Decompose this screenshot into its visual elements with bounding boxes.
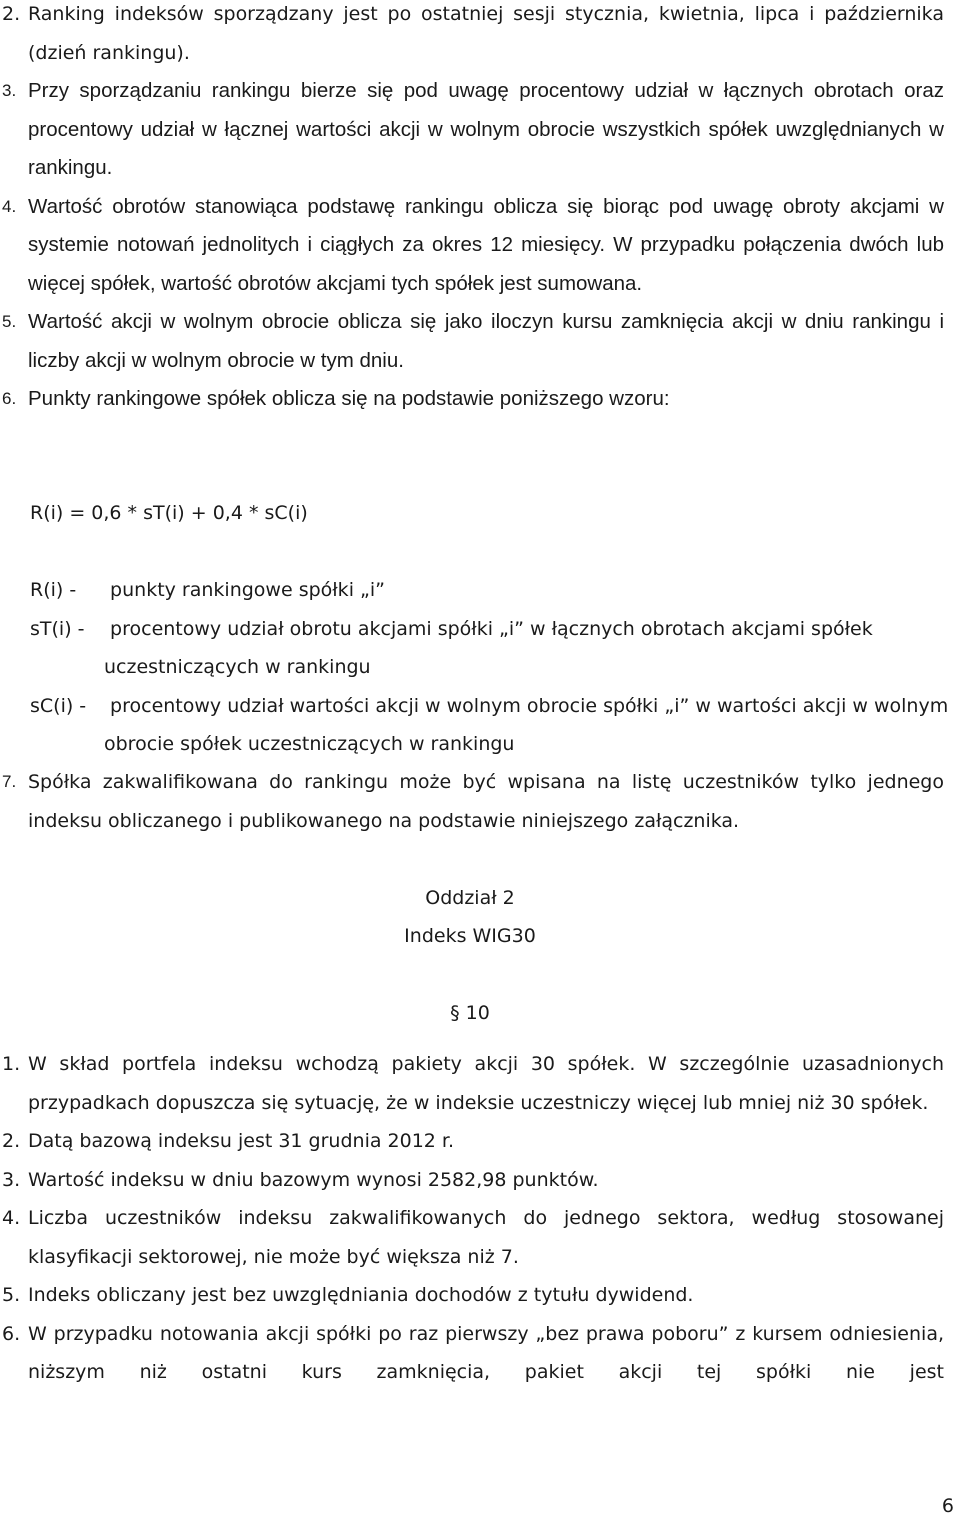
definition-row [30, 687, 960, 764]
item-number: 1. [2, 1053, 21, 1075]
ranking-rules-list [0, 0, 944, 419]
list-item [0, 1122, 944, 1161]
item-number: 4. [2, 196, 17, 216]
definition-row [30, 571, 960, 610]
item-number: 2. [2, 1130, 21, 1152]
formula-definitions [30, 571, 960, 764]
paragraph-mark: § 10 [450, 1002, 490, 1024]
definition-desc: punkty rankingowe spółki „i” [110, 579, 385, 601]
item-text: Wartość indeksu w dniu bazowym wynosi 2582,98 punktów. [28, 1168, 599, 1191]
definition-desc: procentowy udział wartości akcji w wolnym obrocie spółki „i” w wartości akcji w wolnym obrocie spółek uczestniczących w rankingu [104, 694, 949, 755]
item-number: 6. [2, 1322, 21, 1345]
item-number: 2. [2, 3, 21, 25]
item-number: 7. [2, 772, 17, 791]
list-item [0, 0, 944, 72]
list-item [0, 72, 944, 188]
page-number: 6 [941, 1495, 954, 1517]
item-number: 5. [2, 312, 17, 331]
list-item [0, 1045, 944, 1122]
item-text: Wartość akcji w wolnym obrocie oblicza się jako iloczyn kursu zamknięcia akcji w dniu rankingu i liczby akcji w wolnym obrocie w tym dniu. [28, 310, 944, 372]
item-text: Indeks obliczany jest bez uwzględniania dochodów z tytułu dywidend. [28, 1284, 694, 1306]
list-item [0, 188, 944, 304]
list-item [0, 303, 944, 380]
item-text: W skład portfela indeksu wchodzą pakiety akcji 30 spółek. W szczególnie uzasadnionych przypadkach dopuszcza się sytuację, że w indeksie uczestniczy więcej lub mniej niż 30 spółek. [28, 1053, 944, 1114]
list-item [0, 1276, 944, 1315]
list-item [0, 1161, 944, 1200]
division-heading: Oddział 2 [425, 887, 515, 909]
item-number: 5. [2, 1284, 21, 1306]
list-item [0, 1315, 944, 1392]
list-item [0, 763, 944, 840]
definition-desc: procentowy udział obrotu akcjami spółki „i” w łącznych obrotach akcjami spółek uczestniczących w rankingu [104, 617, 873, 678]
ranking-formula: R(i) = 0,6 * sT(i) + 0,4 * sC(i) [30, 502, 308, 524]
item-number: 6. [2, 389, 17, 408]
definition-term: R(i) - [30, 579, 83, 601]
item-number: 3. [2, 1168, 21, 1191]
item-text: Datą bazową indeksu jest 31 grudnia 2012 r. [28, 1130, 455, 1152]
item-text: W przypadku notowania akcji spółki po raz pierwszy „bez prawa poboru” z kursem odniesienia, niższym niż ostatni kurs zamknięcia, pakiet akcji tej spółki nie jest [28, 1322, 944, 1383]
definition-term: sT(i) - [30, 617, 91, 640]
list-item [0, 1199, 944, 1276]
item-text: Przy sporządzaniu rankingu bierze się pod uwagę procentowy udział w łącznych obrotach oraz procentowy udział w łącznej wartości akcji w wolnym obrocie wszystkich spółek uwzględnianych w rankingu. [28, 79, 944, 179]
item-text: Punkty rankingowe spółek oblicza się na podstawie poniższego wzoru: [28, 387, 670, 410]
item-number: 4. [2, 1207, 21, 1229]
definition-row [30, 610, 960, 687]
definition-term: sC(i) - [30, 694, 93, 717]
wig30-rules-list [0, 1045, 944, 1392]
item-number: 3. [2, 81, 17, 100]
list-item [0, 380, 944, 419]
index-title: Indeks WIG30 [404, 925, 536, 947]
item-text: Spółka zakwalifikowana do rankingu może być wpisana na listę uczestników tylko jednego indeksu obliczanego i publikowanego na podstawie niniejszego załącznika. [28, 771, 944, 832]
item-text: Ranking indeksów sporządzany jest po ostatniej sesji stycznia, kwietnia, lipca i października (dzień rankingu). [28, 3, 944, 64]
item-text: Wartość obrotów stanowiąca podstawę rankingu oblicza się biorąc pod uwagę obroty akcjami w systemie notowań jednolitych i ciągłych za okres 12 miesięcy. W przypadku połączenia dwóch lub więcej spółek, wartość obrotów akcjami tych spółek jest sumowana. [28, 194, 944, 295]
item-text: Liczba uczestników indeksu zakwalifikowanych do jednego sektora, według stosowanej klasyfikacji sektorowej, nie może być większa niż 7. [28, 1207, 944, 1268]
item-7-block [0, 763, 944, 840]
